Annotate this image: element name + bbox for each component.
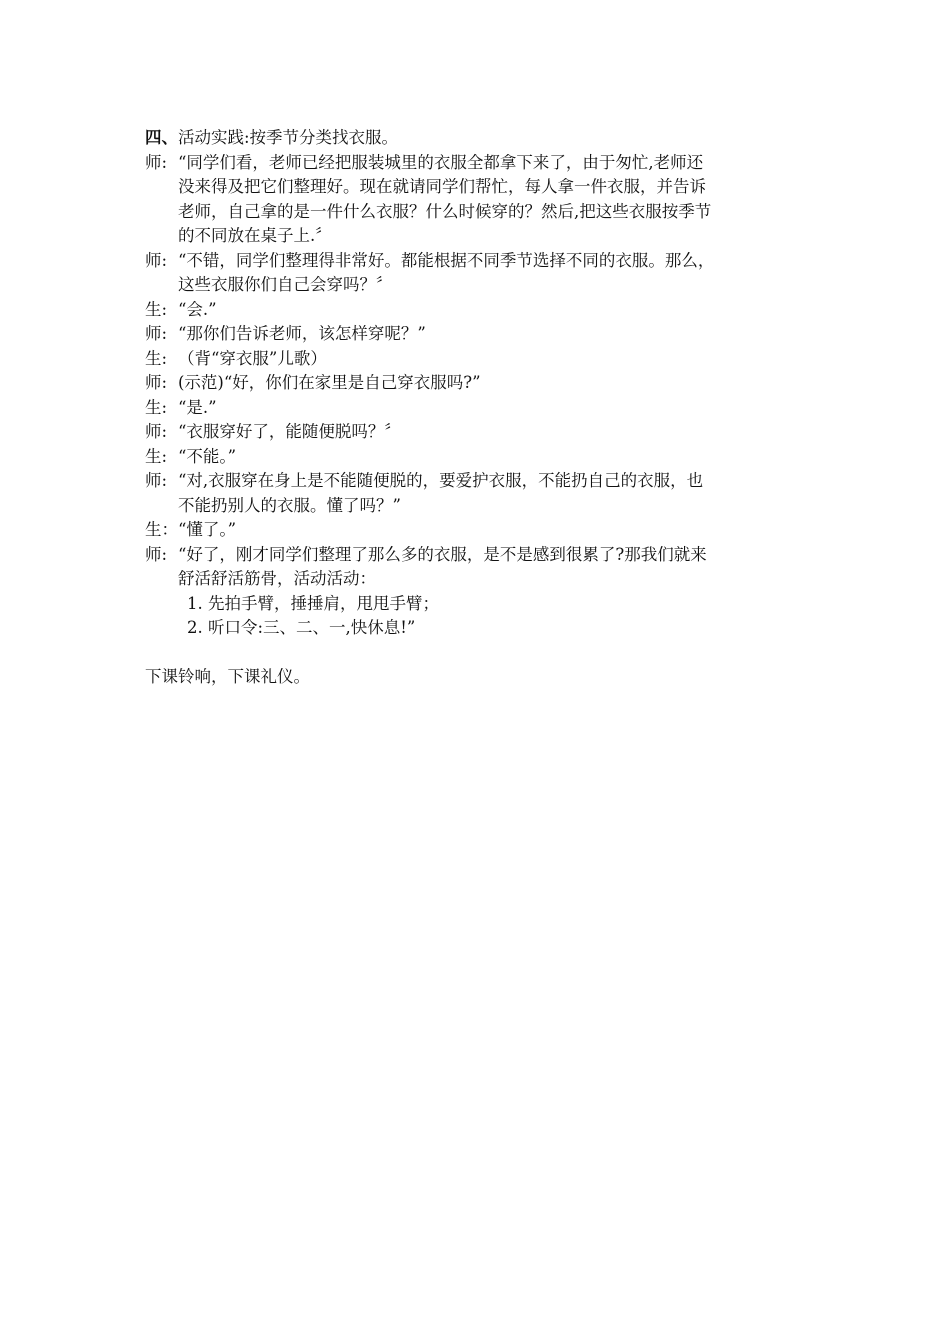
dialogue-line [145, 518, 825, 543]
speech-row: “衣服穿好了，能随便脱吗？〞 [178, 422, 401, 441]
dialogue-line [145, 543, 825, 592]
speech-row: “懂了。” [178, 520, 237, 539]
speech-row: “同学们看，老师已经把服装城里的衣服全都拿下来了，由于匆忙,老师还 [178, 152, 704, 172]
speech-row: 的不同放在桌子上.〞 [178, 226, 332, 245]
speech-text [178, 371, 825, 396]
speaker-label: 师: [145, 152, 168, 172]
speaker-label: 生： [145, 520, 178, 539]
speaker-label: 生: [145, 299, 168, 319]
speech-text [178, 298, 825, 323]
speech-row: 没来得及把它们整理好。现在就请同学们帮忙，每人拿一件衣服，并告诉 [178, 177, 706, 196]
speech-text [178, 396, 825, 421]
speech-text [178, 518, 825, 543]
speaker-label: 师: [145, 373, 168, 392]
speaker-label: 生: [145, 348, 168, 368]
speech-row: “会.” [178, 299, 217, 319]
speech-row: (示范)“好，你们在家里是自己穿衣服吗?” [178, 373, 481, 392]
lesson-content [145, 126, 825, 689]
speaker-label: 师: [145, 250, 168, 270]
speaker-label: 师: [145, 544, 168, 564]
speech-row: （背“穿衣服”儿歌） [178, 348, 327, 368]
speech-text [178, 445, 825, 470]
speaker-label: 生: [145, 397, 168, 417]
dialogue-line [145, 469, 825, 518]
speaker-label: 师: [145, 471, 168, 490]
speech-row: “好了，刚才同学们整理了那么多的衣服，是不是感到很累了?那我们就来 [178, 544, 707, 564]
speech-row: “不错，同学们整理得非常好。都能根据不同季节选择不同的衣服。那么， [178, 250, 715, 270]
dialogue-line [145, 298, 825, 323]
dialogue-line [145, 371, 825, 396]
speech-text [178, 469, 825, 518]
speech-text [178, 347, 825, 372]
speech-row: 老师，自己拿的是一件什么衣服？什么时候穿的？然后,把这些衣服按季节 [178, 201, 712, 221]
activity-step: 1. 先拍手臂，捶捶肩，甩甩手臂； [187, 593, 439, 613]
speech-row: 这些衣服你们自己会穿吗？〞 [178, 275, 393, 294]
speaker-label: 生: [145, 446, 168, 466]
speech-row: “不能。” [178, 446, 237, 466]
speaker-label: 师: [145, 324, 168, 343]
speech-row: 不能扔别人的衣服。懂了吗？” [178, 495, 401, 515]
speech-text [178, 322, 825, 347]
speech-row: “对,衣服穿在身上是不能随便脱的，要爱护衣服，不能扔自己的衣服，也 [178, 471, 704, 490]
section-heading [145, 126, 825, 151]
section-title: 活动实践:按季节分类找衣服。 [178, 128, 399, 147]
dialogue-line [145, 249, 825, 298]
speech-text [178, 249, 825, 298]
speech-text [178, 420, 825, 445]
section-number: 四、 [145, 128, 178, 147]
dialogue-line [145, 420, 825, 445]
speech-row: “那你们告诉老师，该怎样穿呢？” [178, 324, 426, 343]
activity-steps [145, 592, 825, 641]
speech-text [178, 151, 825, 249]
dialogue-line [145, 151, 825, 249]
speech-text [178, 543, 825, 592]
dialogue-line [145, 322, 825, 347]
activity-step: 2. 听口令:三、二、一,快休息!” [187, 618, 416, 637]
speech-row: 舒活舒活筋骨，活动活动： [178, 569, 376, 588]
dialogue-line [145, 445, 825, 470]
dialogue-line [145, 347, 825, 372]
speaker-label: 师: [145, 422, 168, 441]
closing-text: 下课铃响，下课礼仪。 [145, 666, 310, 686]
speech-row: “是.” [178, 397, 217, 417]
dialogue-line [145, 396, 825, 421]
